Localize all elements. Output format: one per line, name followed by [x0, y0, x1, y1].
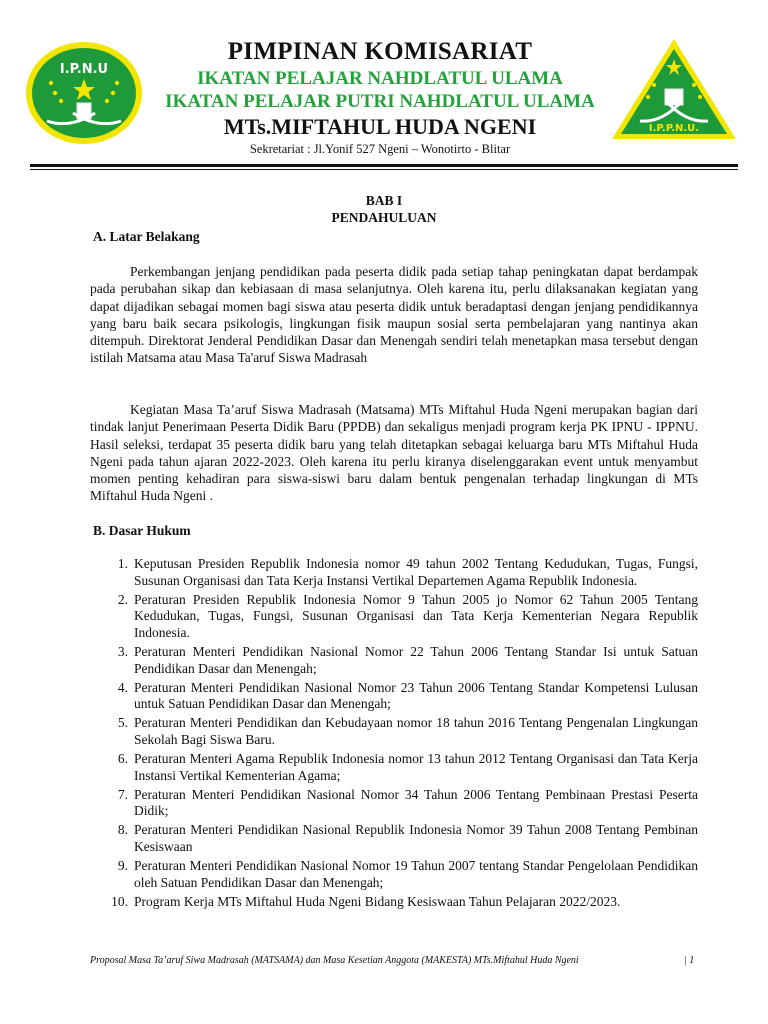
legal-basis-item-number: 3.: [117, 643, 128, 659]
footer-text: Proposal Masa Ta’aruf Siwa Madrasah (MATSAMA) dan Masa Kesetian Anggota (MAKESTA) MTs.Miftahul Huda Ngeni: [90, 955, 579, 966]
letterhead-divider: [30, 164, 738, 167]
legal-basis-item: [94, 592, 698, 642]
legal-basis-item-text: Peraturan Menteri Pendidikan Nasional Nomor 22 Tahun 2006 Tentang Standar Isi untuk Satuan Pendidikan Dasar dan Menengah;: [134, 643, 698, 676]
ipnu-logo: [25, 41, 143, 145]
legal-basis-list: [94, 556, 698, 913]
letterhead-divider-thin: [30, 169, 738, 170]
background-paragraph-2: Kegiatan Masa Ta’aruf Siswa Madrasah (Matsama) MTs Miftahul Huda Ngeni merupakan bagian dari tindak lanjut Penerimaan Peserta Didik Baru (PPDB) dan sekaligus menjadi program kerja PK IPNU - IPPNU. Hasil seleksi, terdapat 35 peserta didik baru yang telah ditetapkan sebagai keluarga baru MTs Miftahul Huda Ngeni pada tahun ajaran 2022-2023. Oleh karena itu perlu kiranya diselenggarakan event untuk menyambut momen penting kehadiran para siswa-siswi baru dalam bentuk pengenalan terhadap lingkungan di MTs Miftahul Huda Ngeni .: [90, 402, 698, 504]
legal-basis-item-number: 4.: [117, 679, 128, 695]
legal-basis-item: [94, 680, 698, 713]
legal-basis-item-number: 1.: [117, 556, 128, 571]
legal-basis-item-number: 9.: [117, 858, 128, 874]
legal-basis-item-text: Peraturan Menteri Agama Republik Indonesia nomor 13 tahun 2012 Tentang Organisasi dan Tata Kerja Instansi Vertikal Kementerian Agama;: [134, 751, 698, 783]
legal-basis-item: [94, 858, 698, 891]
ippnu-logo: [610, 37, 738, 141]
legal-basis-item-number: 7.: [117, 786, 128, 802]
section-b-heading: B. Dasar Hukum: [93, 523, 191, 538]
ipnu-logo-text: I.P.N.U: [59, 62, 109, 77]
legal-basis-item-text: Peraturan Menteri Pendidikan Nasional Nomor 23 Tahun 2006 Tentang Standar Kompetensi Lulusan untuk Satuan Pendidikan Dasar dan Menengah;: [134, 679, 698, 712]
legal-basis-item: [94, 787, 698, 820]
chapter-number: BAB I: [365, 193, 403, 208]
legal-basis-item-text: Peraturan Menteri Pendidikan dan Kebudayaan nomor 18 tahun 2016 Tentang Pengenalan Lingkungan Sekolah Bagi Siswa Baru.: [134, 715, 698, 747]
letterhead-address: Sekretariat : Jl.Yonif 527 Ngeni – Wonotirto - Blitar: [249, 142, 511, 156]
legal-basis-item-text: Peraturan Presiden Republik Indonesia Nomor 9 Tahun 2005 jo Nomor 62 Tahun 2005 Tentang Kedudukan, Tugas, Fungsi, Susunan Organisasi dan Tata Kerja Kementerian Negara Republik Indonesia.: [134, 591, 698, 640]
page-number: | 1: [684, 955, 695, 966]
legal-basis-item: [94, 822, 698, 855]
chapter-title: PENDAHULUAN: [331, 210, 437, 225]
legal-basis-item-number: 5.: [117, 715, 128, 731]
ippnu-logo-text: I.P.P.N.U.: [648, 123, 700, 134]
section-a-heading: A. Latar Belakang: [93, 229, 200, 244]
legal-basis-item-number: 6.: [117, 751, 128, 767]
legal-basis-item-text: Program Kerja MTs Miftahul Huda Ngeni Bidang Kesiswaan Tahun Pelajaran 2022/2023.: [134, 893, 621, 909]
letterhead-title: PIMPINAN KOMISARIAT: [227, 38, 533, 65]
background-paragraph-1: Perkembangan jenjang pendidikan pada peserta didik pada setiap tahap peningkatan dapat berdampak pada perubahan sikap dan kebiasaan di masa selanjutnya. Oleh karena itu, perlu dilaksanakan kegiatan yang dapat dijadikan sebagai momen bagi siswa atau peserta didik untuk beradaptasi dengan jenjang pendidikannya yang baru baik secara psikologis, lingkungan fisik maupun sosial serta pembelajaran yang nantinya akan ditempuh. Direktorat Jenderal Pendidikan Dasar dan Menengah sendiri telah menetapkan masa tersebut dengan istilah Matsama atau Masa Ta'aruf Siswa Madrasah: [90, 264, 698, 366]
letterhead-org-line2: IKATAN PELAJAR PUTRI NAHDLATUL ULAMA: [165, 91, 595, 112]
legal-basis-item-number: 10.: [111, 893, 128, 909]
legal-basis-item: [94, 751, 698, 784]
legal-basis-item-number: 2.: [117, 591, 128, 607]
letterhead-school: MTs.MIFTAHUL HUDA NGENI: [223, 114, 537, 139]
legal-basis-item-number: 8.: [117, 822, 128, 838]
legal-basis-item-text: Peraturan Menteri Pendidikan Nasional Republik Indonesia Nomor 39 Tahun 2008 Tentang Pembinan Kesiswaan: [134, 822, 698, 854]
letterhead-org-line1: IKATAN PELAJAR NAHDLATUL ULAMA: [197, 68, 563, 89]
legal-basis-item: [94, 556, 698, 589]
legal-basis-item: [94, 644, 698, 677]
legal-basis-item-text: Peraturan Menteri Pendidikan Nasional Nomor 34 Tahun 2006 Tentang Pembinaan Prestasi Peserta Didik;: [134, 786, 698, 819]
legal-basis-item: [94, 894, 698, 911]
legal-basis-item-text: Keputusan Presiden Republik Indonesia nomor 49 tahun 2002 Tentang Kedudukan, Tugas, Fungsi, Susunan Organisasi dan Tata Kerja Instansi Vertikal Departemen Agama Republik Indonesia.: [134, 556, 698, 588]
legal-basis-item-text: Peraturan Menteri Pendidikan Nasional Nomor 19 Tahun 2007 tentang Standar Pengelolaan Pendidikan oleh Satuan Pendidikan Dasar dan Menengah;: [134, 858, 698, 890]
legal-basis-item: [94, 715, 698, 748]
